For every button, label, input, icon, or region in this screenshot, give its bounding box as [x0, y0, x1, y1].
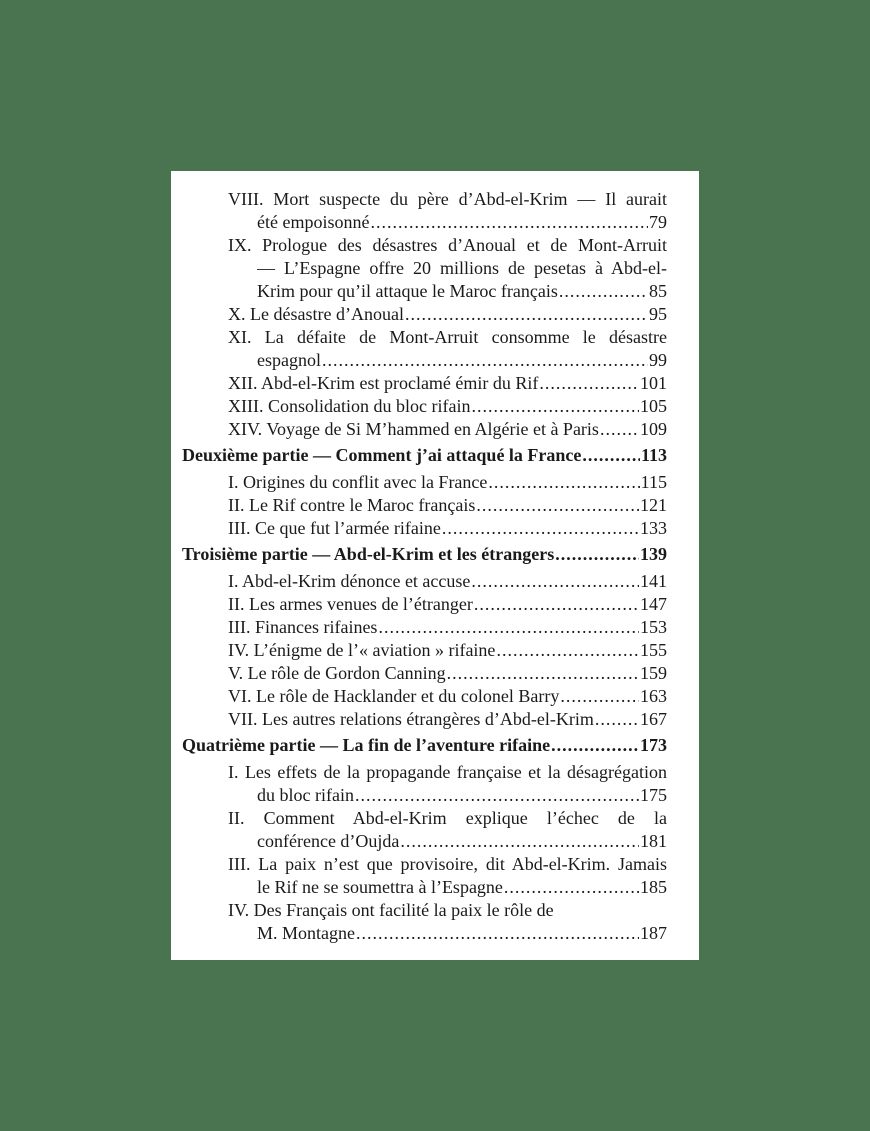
dot-leader [496, 639, 639, 662]
toc-chapter-entry [182, 234, 667, 303]
entry-final-line [257, 349, 667, 372]
page-number: 141 [640, 571, 667, 591]
dot-leader [551, 733, 639, 757]
entry-title-line: du bloc rifain [257, 785, 354, 805]
toc-chapter-entry [182, 188, 667, 234]
page-number: 79 [649, 212, 667, 232]
dot-leader [488, 471, 639, 494]
toc-chapter-entry [182, 494, 667, 517]
entry-title-line: — L’Espagne offre 20 millions de pesetas à Abd-el- [257, 258, 667, 278]
page-number: 105 [640, 396, 667, 416]
entry-title-line: II. Comment Abd-el-Krim explique l’échec de la [228, 808, 667, 828]
dot-leader [476, 494, 639, 517]
entry-final-line [182, 443, 667, 467]
entry-title-line: II. Les armes venues de l’étranger [228, 594, 473, 614]
toc-chapter-entry [182, 685, 667, 708]
entry-final-line [228, 372, 667, 395]
dot-leader [370, 211, 648, 234]
page-number: 113 [640, 445, 667, 465]
entry-title-line: X. Le désastre d’Anoual [228, 304, 404, 324]
dot-leader [355, 784, 639, 807]
entry-final-line [228, 418, 667, 441]
entry-title-line: III. La paix n’est que provisoire, dit Abd-el-Krim. Jamais [228, 854, 667, 874]
entry-title-line: Quatrième partie — La fin de l’aventure rifaine [182, 735, 551, 755]
dot-leader [555, 542, 639, 566]
dot-leader [405, 303, 648, 326]
entry-final-line [228, 593, 667, 616]
toc-chapter-entry [182, 593, 667, 616]
toc-chapter-entry [182, 708, 667, 731]
toc-chapter-entry [182, 517, 667, 540]
dot-leader [471, 570, 639, 593]
entry-final-line [257, 280, 667, 303]
entry-final-line [228, 570, 667, 593]
entry-final-line [257, 830, 667, 853]
entry-final-line [228, 616, 667, 639]
page-number: 181 [640, 831, 667, 851]
dot-leader [356, 922, 639, 945]
page-number: 85 [649, 281, 667, 301]
page-number: 167 [640, 709, 667, 729]
page-number: 95 [649, 304, 667, 324]
toc-chapter-entry [182, 570, 667, 593]
toc-chapter-entry [182, 899, 667, 945]
dot-leader [504, 876, 639, 899]
page-number: 185 [640, 877, 667, 897]
entry-final-line [228, 303, 667, 326]
toc-chapter-entry [182, 662, 667, 685]
entry-title-line: III. Finances rifaines [228, 617, 378, 637]
entry-title-line: IV. L’énigme de l’« aviation » rifaine [228, 640, 496, 660]
entry-final-line [228, 685, 667, 708]
page-number: 133 [640, 518, 667, 538]
table-of-contents [182, 188, 667, 945]
entry-final-line [257, 876, 667, 899]
entry-title-line: XII. Abd-el-Krim est proclamé émir du Rif [228, 373, 539, 393]
toc-chapter-entry [182, 395, 667, 418]
entry-final-line [228, 471, 667, 494]
entry-final-line [257, 922, 667, 945]
dot-leader [378, 616, 639, 639]
entry-title-line: XIII. Consolidation du bloc rifain [228, 396, 471, 416]
dot-leader [474, 593, 639, 616]
entry-title-line: I. Abd-el-Krim dénonce et accuse [228, 571, 471, 591]
dot-leader [595, 708, 639, 731]
dot-leader [559, 280, 648, 303]
page-number: 147 [640, 594, 667, 614]
page-number: 115 [640, 472, 667, 492]
page-number: 109 [640, 419, 667, 439]
page-number: 173 [640, 735, 667, 755]
dot-leader [400, 830, 639, 853]
toc-chapter-entry [182, 326, 667, 372]
entry-title-line: le Rif ne se soumettra à l’Espagne [257, 877, 503, 897]
page-number: 159 [640, 663, 667, 683]
entry-title-line: Deuxième partie — Comment j’ai attaqué la France [182, 445, 582, 465]
dot-leader [447, 662, 639, 685]
entry-title-line: IX. Prologue des désastres d’Anoual et de Mont-Arruit [228, 235, 667, 255]
entry-final-line [228, 662, 667, 685]
page-number: 175 [640, 785, 667, 805]
entry-title-line: II. Le Rif contre le Maroc français [228, 495, 476, 515]
entry-title-line: I. Origines du conflit avec la France [228, 472, 488, 492]
entry-final-line [228, 639, 667, 662]
toc-chapter-entry [182, 639, 667, 662]
toc-chapter-entry [182, 616, 667, 639]
dot-leader [560, 685, 639, 708]
entry-final-line [182, 733, 667, 757]
entry-final-line [228, 708, 667, 731]
entry-final-line [228, 395, 667, 418]
dot-leader [539, 372, 639, 395]
toc-chapter-entry [182, 471, 667, 494]
entry-title-line: VIII. Mort suspecte du père d’Abd-el-Krim — Il aurait [228, 189, 667, 209]
toc-chapter-entry [182, 303, 667, 326]
book-page [171, 171, 699, 960]
entry-title-line: III. Ce que fut l’armée rifaine [228, 518, 441, 538]
page-number: 121 [640, 495, 667, 515]
entry-title-line: été empoisonné [257, 212, 370, 232]
entry-title-line: I. Les effets de la propagande française et la désagrégation [228, 762, 667, 782]
toc-chapter-entry [182, 853, 667, 899]
page-number: 163 [640, 686, 667, 706]
entry-title-line: conférence d’Oujda [257, 831, 400, 851]
toc-part-entry [182, 443, 667, 467]
page-number: 101 [640, 373, 667, 393]
entry-title-line: VI. Le rôle de Hacklander et du colonel Barry [228, 686, 560, 706]
dot-leader [582, 443, 640, 467]
entry-title-line: Krim pour qu’il attaque le Maroc français [257, 281, 558, 301]
entry-title-line: M. Montagne [257, 923, 355, 943]
entry-title-line: XI. La défaite de Mont-Arruit consomme le désastre [228, 327, 667, 347]
page-number: 139 [640, 544, 667, 564]
entry-title-line: Troisième partie — Abd-el-Krim et les étrangers [182, 544, 555, 564]
page-number: 155 [640, 640, 667, 660]
entry-final-line [257, 211, 667, 234]
entry-final-line [257, 784, 667, 807]
entry-title-line: IV. Des Français ont facilité la paix le rôle de [228, 900, 554, 920]
entry-title-line: VII. Les autres relations étrangères d’Abd-el-Krim [228, 709, 594, 729]
dot-leader [322, 349, 648, 372]
page-number: 153 [640, 617, 667, 637]
toc-part-entry [182, 733, 667, 757]
entry-title-line: espagnol [257, 350, 321, 370]
entry-title-line: V. Le rôle de Gordon Canning [228, 663, 446, 683]
toc-chapter-entry [182, 418, 667, 441]
dot-leader [442, 517, 639, 540]
toc-chapter-entry [182, 807, 667, 853]
entry-final-line [228, 494, 667, 517]
toc-chapter-entry [182, 761, 667, 807]
dot-leader [471, 395, 639, 418]
entry-title-line: XIV. Voyage de Si M’hammed en Algérie et à Paris [228, 419, 599, 439]
dot-leader [600, 418, 639, 441]
entry-final-line [182, 542, 667, 566]
toc-part-entry [182, 542, 667, 566]
entry-final-line [228, 517, 667, 540]
page-number: 187 [640, 923, 667, 943]
page-number: 99 [649, 350, 667, 370]
toc-chapter-entry [182, 372, 667, 395]
